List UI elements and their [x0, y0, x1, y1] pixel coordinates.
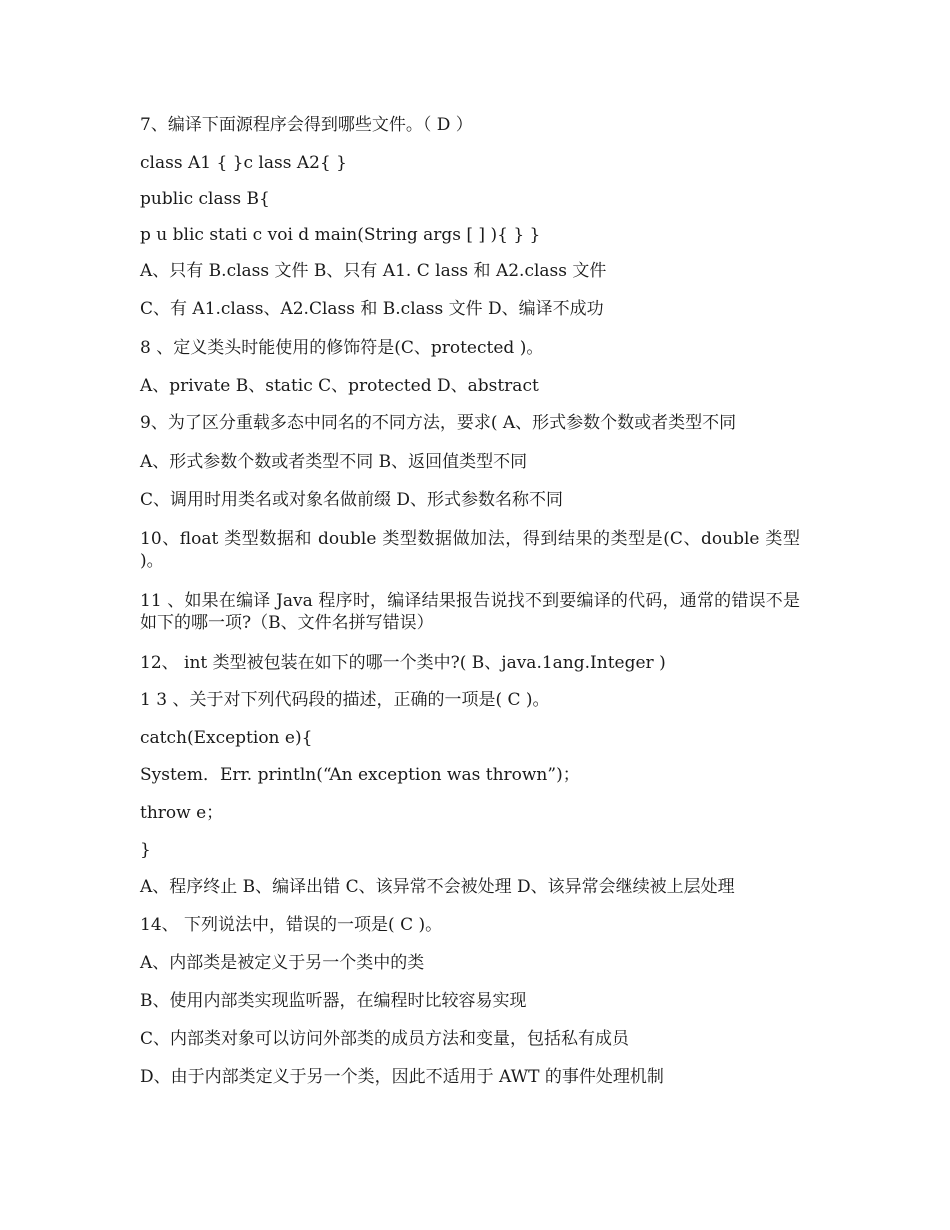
question-14-stem: 14、 下列说法中，错误的一项是( C )。: [140, 915, 443, 935]
code-line: throw e；: [140, 803, 224, 823]
question-11-stem: 11 、如果在编译 Java 程序时，编译结果报告说找不到要编译的代码，通常的错误不是如下的哪一项?（B、文件名拼写错误）: [140, 591, 800, 633]
question-8-options: A、private B、static C、protected D、abstract: [140, 376, 539, 396]
question-8-stem: 8 、定义类头时能使用的修饰符是(C、protected )。: [140, 338, 544, 358]
code-line: class A1 { }c lass A2{ }: [140, 153, 347, 173]
question-13-stem: 1 3 、关于对下列代码段的描述，正确的一项是( C )。: [140, 690, 550, 710]
code-line: p u blic stati c voi d main(String args [ ] ){ } }: [140, 225, 541, 245]
question-7-options-a-b: A、只有 B.class 文件 B、只有 A1. C lass 和 A2.class 文件: [140, 261, 607, 281]
question-14-option-c: C、内部类对象可以访问外部类的成员方法和变量，包括私有成员: [140, 1029, 630, 1049]
question-14-option-a: A、内部类是被定义于另一个类中的类: [140, 953, 425, 973]
code-line: catch(Exception e){: [140, 728, 313, 748]
question-7-options-c-d: C、有 A1.class、A2.Class 和 B.class 文件 D、编译不成功: [140, 299, 604, 319]
question-9-stem: 9、为了区分重载多态中同名的不同方法，要求( A、形式参数个数或者类型不同: [140, 413, 737, 433]
question-14-option-d: D、由于内部类定义于另一个类，因此不适用于 AWT 的事件处理机制: [140, 1067, 664, 1087]
code-line: public class B{: [140, 189, 270, 209]
code-line: }: [140, 840, 151, 860]
question-14-option-b: B、使用内部类实现监听器，在编程时比较容易实现: [140, 991, 527, 1011]
question-9-options-c-d: C、调用时用类名或对象名做前缀 D、形式参数名称不同: [140, 490, 564, 510]
question-12-stem: 12、 int 类型被包装在如下的哪一个类中?( B、java.1ang.Integer ): [140, 653, 666, 673]
question-9-options-a-b: A、形式参数个数或者类型不同 B、返回值类型不同: [140, 452, 528, 472]
code-line: System．Err. println(“An exception was thrown”)；: [140, 765, 580, 785]
question-13-options: A、程序终止 B、编译出错 C、该异常不会被处理 D、该异常会继续被上层处理: [140, 877, 735, 897]
question-7-stem: 7、编译下面源程序会得到哪些文件。（ D ）: [140, 115, 473, 135]
question-10-stem: 10、float 类型数据和 double 类型数据做加法，得到结果的类型是(C、double 类型 )。: [140, 529, 800, 571]
